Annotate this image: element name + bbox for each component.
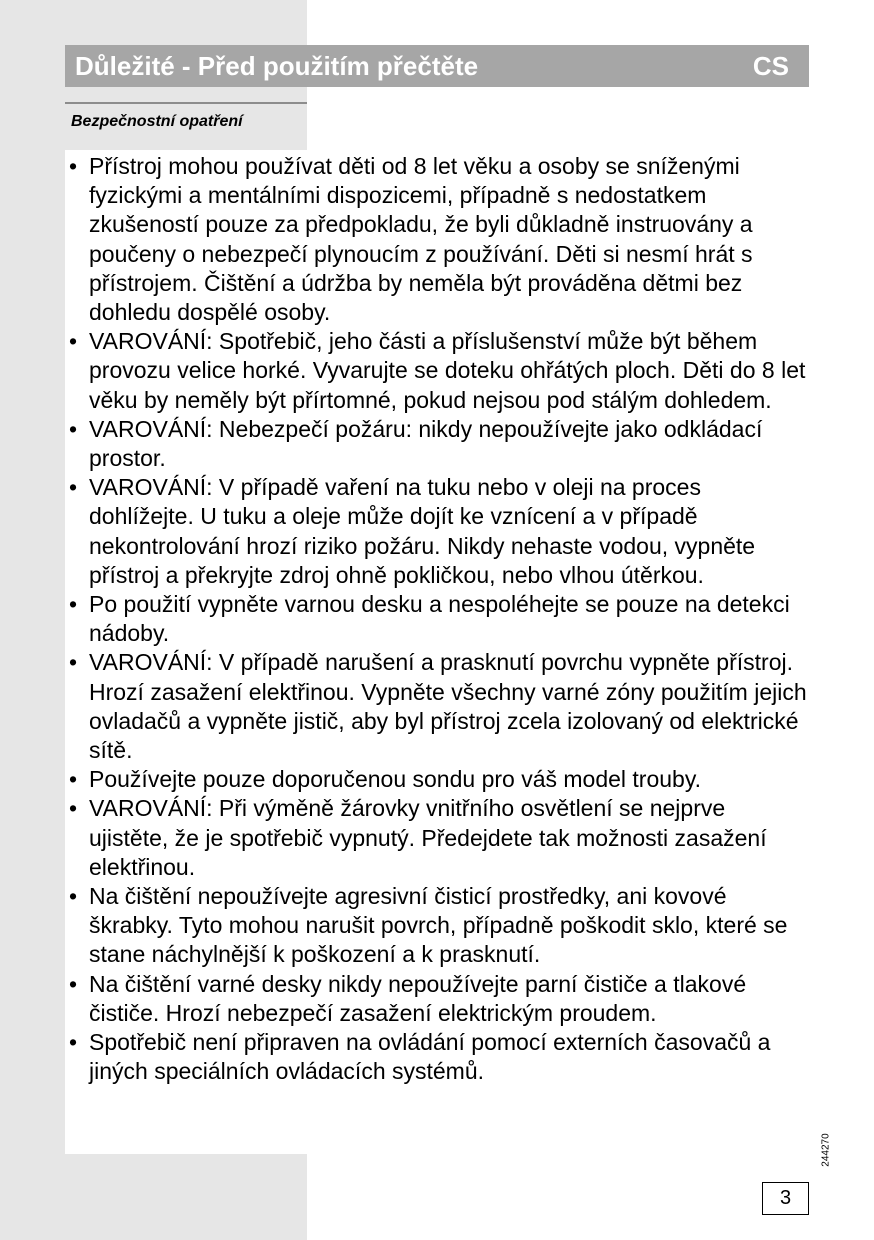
safety-list xyxy=(69,152,809,1087)
list-item xyxy=(69,794,809,882)
page-number-box xyxy=(762,1182,809,1215)
list-item xyxy=(69,970,809,1028)
bullet-mark: • xyxy=(69,883,78,910)
list-item-text: Přístroj mohou používat děti od 8 let věku a osoby se sníženými fyzickými a mentálními dispozicemi, případně s nedostatkem zkušeností pouze za předpokladu, že byli důkladně instruovány a poučeny o nebezpečí plynoucím z používání. Děti si nesmí hrát s přístrojem. Čištění a údržba by neměla být prováděna dětmi bez dohledu dospělé osoby. xyxy=(89,153,753,326)
bullet-mark: • xyxy=(69,795,78,822)
list-item-text: Používejte pouze doporučenou sondu pro váš model trouby. xyxy=(89,766,702,793)
bullet-mark: • xyxy=(69,591,78,618)
bullet-mark: • xyxy=(69,649,78,676)
bullet-mark: • xyxy=(69,970,78,997)
list-item-text: VAROVÁNÍ: Nebezpečí požáru: nikdy nepoužívejte jako odkládací prostor. xyxy=(89,415,763,472)
language-code: CS xyxy=(752,51,789,81)
document-code xyxy=(820,1130,832,1170)
bullet-mark: • xyxy=(69,1029,78,1056)
list-item-text: Na čištění nepoužívejte agresivní čisticí prostředky, ani kovové škrabky. Tyto mohou narušit povrch, případně poškodit sklo, které se stane náchylnější k poškození a k prasknutí. xyxy=(89,883,788,968)
list-item xyxy=(69,648,809,765)
bullet-mark: • xyxy=(69,474,78,501)
list-item-text: VAROVÁNÍ: V případě vaření na tuku nebo v oleji na proces dohlížejte. U tuku a oleje může dojít ke vznícení a v případě nekontrolování hrozí riziko požáru. Nikdy nehaste vodou, vypněte přístroj a překryjte zdroj ohně pokličkou, nebo vlhou útěrkou. xyxy=(89,474,756,588)
list-item xyxy=(69,327,809,415)
bullet-mark: • xyxy=(69,415,78,442)
list-item xyxy=(69,882,809,970)
list-item-text: Po použití vypněte varnou desku a nespoléhejte se pouze na detekci nádoby. xyxy=(89,591,790,647)
list-item-text: VAROVÁNÍ: Při výměně žárovky vnitřního osvětlení se nejprve ujistěte, že je spotřebič vypnutý. Předejdete tak možnosti zasažení elektřinou. xyxy=(89,795,767,880)
list-item xyxy=(69,473,809,590)
list-item-text: Spotřebič není připraven na ovládání pomocí externích časovačů a jiných speciálních ovládacích systémů. xyxy=(89,1029,771,1085)
section-divider xyxy=(65,102,307,104)
list-item xyxy=(69,765,809,794)
list-item xyxy=(69,152,809,327)
section-title: Bezpečnostní opatření xyxy=(71,113,243,130)
list-item-text: VAROVÁNÍ: V případě narušení a prasknutí povrchu vypněte přístroj. Hrozí zasažení elektřinou. Vypněte všechny varné zóny použitím jejich ovladačů a vypněte jistič, aby byl přístroj zcela izolovaný od elektrické sítě. xyxy=(89,649,807,764)
list-item xyxy=(69,590,809,648)
list-item-text: Na čištění varné desky nikdy nepoužívejte parní čističe a tlakové čističe. Hrozí nebezpečí zasažení elektrickým proudem. xyxy=(89,970,747,1026)
bullet-mark: • xyxy=(69,766,78,793)
page-title: Důležité - Před použitím přečtěte xyxy=(75,51,479,81)
list-item xyxy=(69,1028,809,1086)
document-code-text: 244270 xyxy=(820,1133,832,1167)
bullet-mark: • xyxy=(69,153,78,179)
list-item xyxy=(69,415,809,473)
header-bar xyxy=(65,45,809,87)
list-item-text: VAROVÁNÍ: Spotřebič, jeho části a příslušenství může být během provozu velice horké. Vyvarujte se doteku ohřátých ploch. Děti do 8 let věku by neměly být přírtomné, pokud nejsou pod stálým dohledem. xyxy=(89,328,806,413)
bullet-mark: • xyxy=(69,328,78,355)
page-number: 3 xyxy=(779,1187,792,1209)
